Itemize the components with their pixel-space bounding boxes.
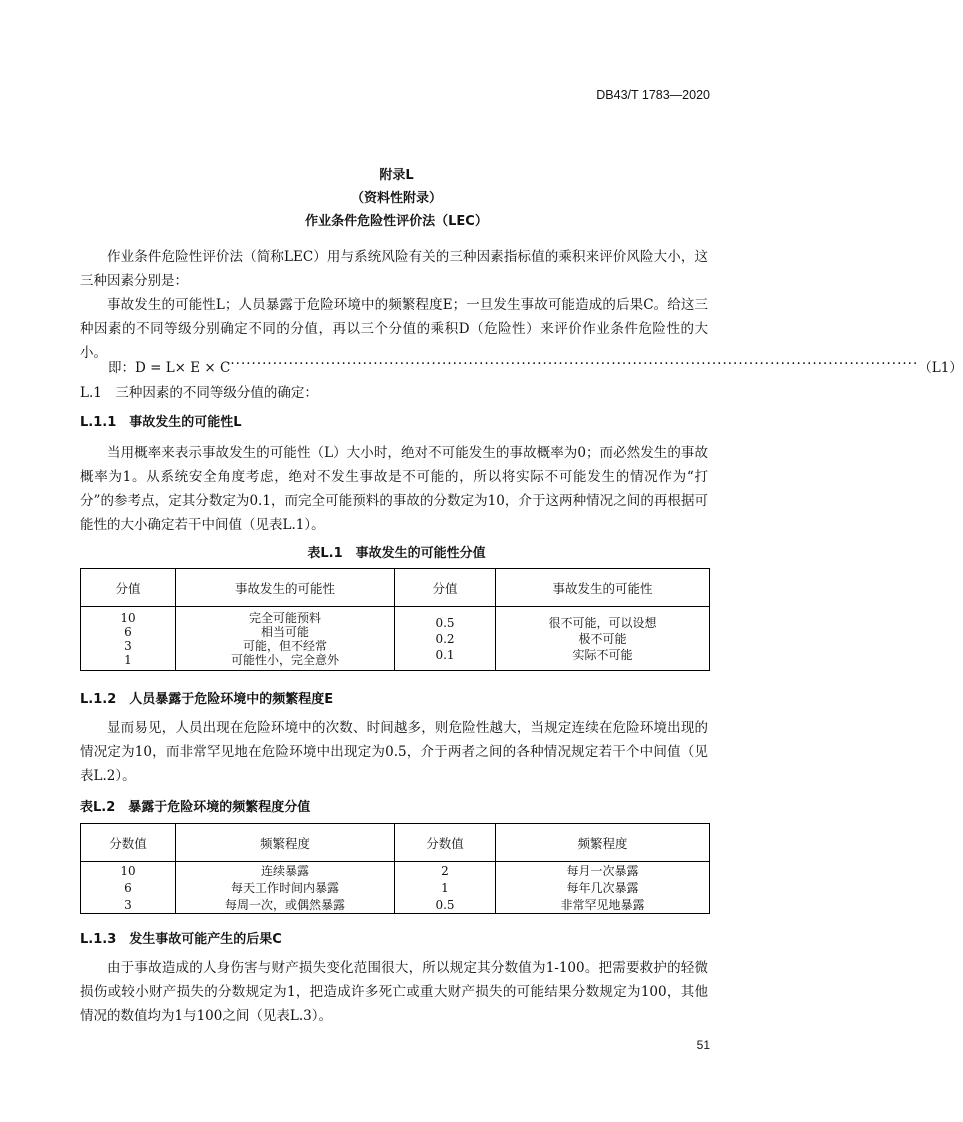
table2-cell: 每天工作时间内暴露 [176, 879, 395, 896]
section-l11-paragraph: 当用概率来表示事故发生的可能性（L）大小时，绝对不可能发生的事故概率为0；而必然发生的事故概率为1。从系统安全角度考虑，绝对不发生事故是不可能的，所以将实际不可能发生的情况作为“打分”的参考点，定其分数定为0.1，而完全可能预料的事故的分数定为10，介于这两种情况之间的再根据可能性的大小确定若干中间值（见表L.1）。 [80, 445, 708, 533]
table-row [81, 607, 710, 671]
section-l12-paragraph: 显而易见，人员出现在危险环境中的次数、时间越多，则危险性越大，当规定连续在危险环境出现的情况定为10，而非常罕见地在危险环境中出现定为0.5，介于两者之间的各种情况规定若干个中间值（见表L.2）。 [80, 720, 708, 784]
table2-caption: 表L.2 暴露于危险环境的频繁程度分值 [80, 800, 311, 815]
table1-cell: 1 [124, 652, 132, 667]
table2-cell: 0.5 [395, 896, 496, 914]
table1-header-4: 事故发生的可能性 [496, 569, 710, 607]
table1-cell: 6 [124, 624, 132, 639]
table1-header-1: 分值 [81, 569, 176, 607]
table1-col1 [81, 607, 176, 671]
table2-cell: 每月一次暴露 [496, 862, 710, 880]
table2-header-2: 频繁程度 [176, 824, 395, 862]
appendix-label: 附录L [379, 168, 414, 183]
table1-caption: 表L.1 事故发生的可能性分值 [307, 546, 486, 561]
table1-header-3: 分值 [395, 569, 496, 607]
table1-cell: 相当可能 [260, 624, 309, 639]
table1-cell: 0.1 [435, 647, 455, 662]
table1-cell: 极不可能 [578, 631, 627, 646]
table1-cell: 很不可能，可以设想 [548, 615, 657, 630]
formula-line [108, 356, 963, 376]
formula-leader-dots: ·································································································································· [230, 356, 919, 372]
table2-header-1: 分数值 [81, 824, 176, 862]
intro-paragraph-2: 事故发生的可能性L；人员暴露于危险环境中的频繁程度E；一旦发生事故可能造成的后果C。给这三种因素的不同等级分别确定不同的分值，再以三个分值的乘积D（危险性）来评价作业条件危险性的大小。 [80, 297, 708, 361]
section-l12-body [80, 716, 708, 788]
section-l1: L.1 三种因素的不同等级分值的确定： [80, 385, 318, 401]
table1-cell: 3 [124, 638, 132, 653]
table1-cell: 可能，但不经常 [242, 638, 327, 653]
table2-cell: 每周一次，或偶然暴露 [176, 896, 395, 914]
table1-cell: 0.2 [435, 631, 455, 646]
table1-cell: 10 [120, 610, 136, 625]
table2-cell: 2 [395, 862, 496, 880]
appendix-title: 作业条件危险性评价法（LEC） [305, 214, 488, 229]
formula-ref: （L1） [918, 360, 963, 376]
table1-col4 [496, 607, 710, 671]
table2-cell: 非常罕见地暴露 [496, 896, 710, 914]
table1-cell: 0.5 [435, 615, 455, 630]
table1-header-2: 事故发生的可能性 [176, 569, 395, 607]
table2-cell: 10 [81, 862, 176, 880]
table1-cell: 实际不可能 [572, 647, 633, 662]
section-l11-body [80, 441, 708, 537]
table-row [81, 879, 710, 896]
table2-cell: 6 [81, 879, 176, 896]
section-l13-paragraph: 由于事故造成的人身伤害与财产损失变化范围很大，所以规定其分数值为1-100。把需要救护的轻微损伤或较小财产损失的分数规定为1，把造成许多死亡或重大财产损失的可能结果分数规定为100，其他情况的数值均为1与100之间（见表L.3）。 [80, 960, 708, 1024]
intro-section [80, 245, 708, 365]
table1-cell: 完全可能预料 [248, 610, 321, 625]
intro-paragraph-1: 作业条件危险性评价法（简称LEC）用与系统风险有关的三种因素指标值的乘积来评价风险大小，这三种因素分别是： [80, 249, 708, 289]
table1-col2 [176, 607, 395, 671]
table-l2 [80, 823, 710, 914]
page-number: 51 [696, 1038, 710, 1052]
table2-cell: 连续暴露 [176, 862, 395, 880]
table-row [81, 862, 710, 880]
appendix-type: （资料性附录） [350, 191, 442, 206]
formula: 即：D = L× E × C [108, 360, 231, 376]
section-l13-heading: L.1.3 发生事故可能产生的后果C [80, 932, 282, 947]
section-l13-body [80, 956, 708, 1028]
table-row [81, 896, 710, 914]
table2-header-4: 频繁程度 [496, 824, 710, 862]
table2-cell: 3 [81, 896, 176, 914]
section-l11-heading: L.1.1 事故发生的可能性L [80, 415, 242, 430]
table2-cell: 1 [395, 879, 496, 896]
section-l12-heading: L.1.2 人员暴露于危险环境中的频繁程度E [80, 692, 334, 707]
standard-code: DB43/T 1783—2020 [596, 88, 710, 102]
table2-cell: 每年几次暴露 [496, 879, 710, 896]
table2-header-3: 分数值 [395, 824, 496, 862]
table1-cell: 可能性小，完全意外 [230, 652, 339, 667]
table-l1 [80, 568, 710, 671]
table1-col3 [395, 607, 496, 671]
